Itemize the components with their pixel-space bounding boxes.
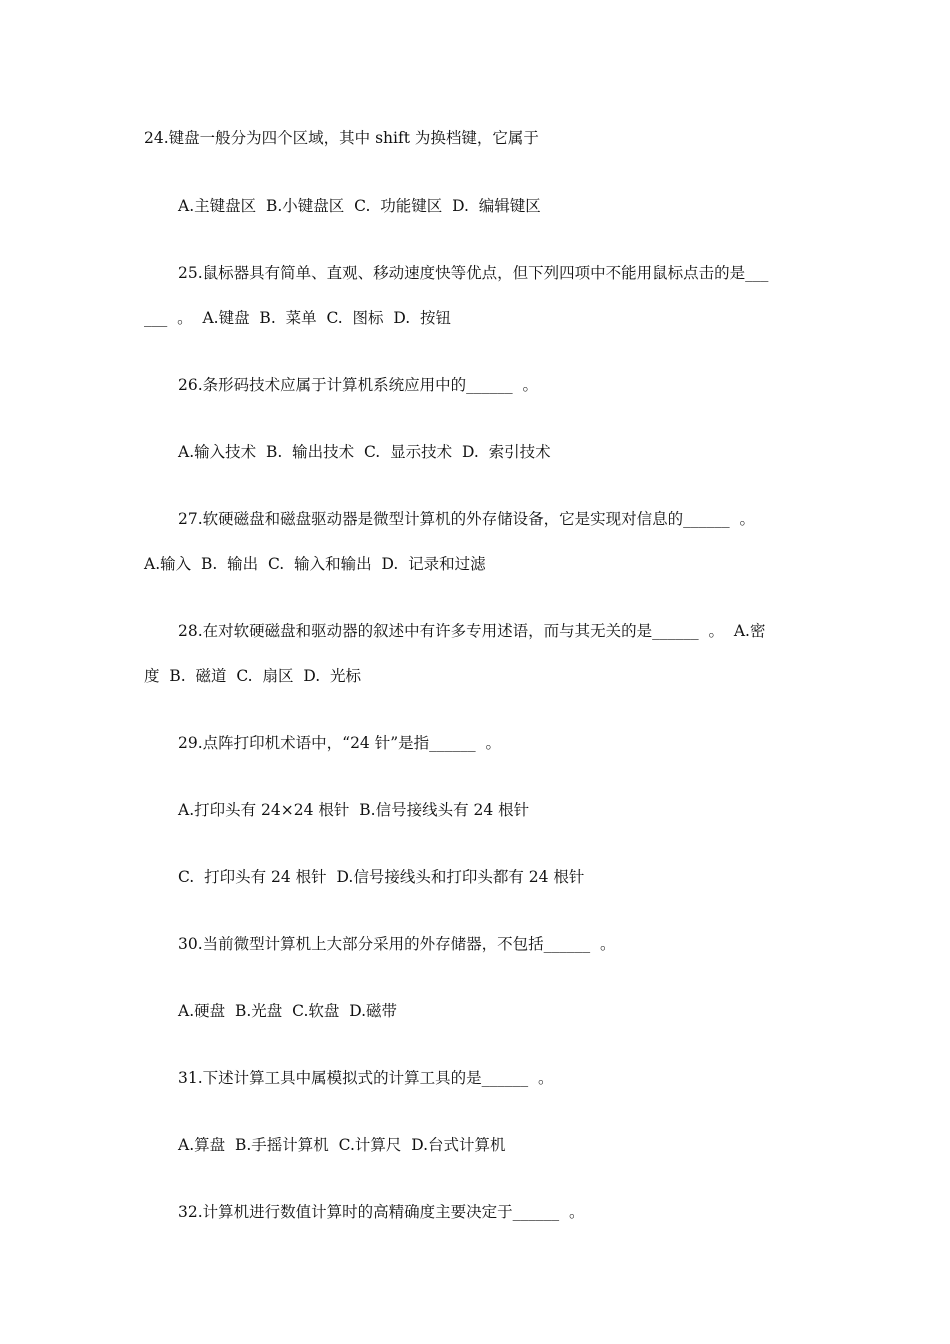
question-32-stem: 32.计算机进行数值计算时的高精确度主要决定于______ 。 (178, 1203, 585, 1221)
question-29-stem: 29.点阵打印机术语中，“24 针”是指______ 。 (178, 734, 502, 752)
question-24-stem: 24.键盘一般分为四个区域，其中 shift 为换档键，它属于 (144, 129, 539, 147)
question-24-options: A.主键盘区 B.小键盘区 C. 功能键区 D. 编辑键区 (178, 197, 541, 215)
question-25-stem: 25.鼠标器具有简单、直观、移动速度快等优点，但下列四项中不能用鼠标点击的是___ (178, 264, 769, 282)
question-28-stem: 28.在对软硬磁盘和驱动器的叙述中有许多专用述语，而与其无关的是______ 。 A.密 (178, 622, 766, 640)
question-30-stem: 30.当前微型计算机上大部分采用的外存储器，不包括______ 。 (178, 935, 616, 953)
question-31-options: A.算盘 B.手摇计算机 C.计算尺 D.台式计算机 (178, 1136, 506, 1154)
question-27-options: A.输入 B. 输出 C. 输入和输出 D. 记录和过滤 (144, 555, 486, 573)
question-26-stem: 26.条形码技术应属于计算机系统应用中的______ 。 (178, 376, 539, 394)
question-27-stem: 27.软硬磁盘和磁盘驱动器是微型计算机的外存储设备，它是实现对信息的______ 。 (178, 510, 756, 528)
question-31-stem: 31.下述计算工具中属模拟式的计算工具的是______ 。 (178, 1069, 554, 1087)
question-26-options: A.输入技术 B. 输出技术 C. 显示技术 D. 索引技术 (178, 443, 551, 461)
question-29-options-1: A.打印头有 24×24 根针 B.信号接线头有 24 根针 (178, 801, 530, 819)
question-28-options: 度 B. 磁道 C. 扇区 D. 光标 (144, 667, 361, 685)
question-30-options: A.硬盘 B.光盘 C.软盘 D.磁带 (178, 1002, 398, 1020)
question-29-options-2: C. 打印头有 24 根针 D.信号接线头和打印头都有 24 根针 (178, 868, 585, 886)
question-25-options: ___ 。 A.键盘 B. 菜单 C. 图标 D. 按钮 (144, 309, 452, 327)
